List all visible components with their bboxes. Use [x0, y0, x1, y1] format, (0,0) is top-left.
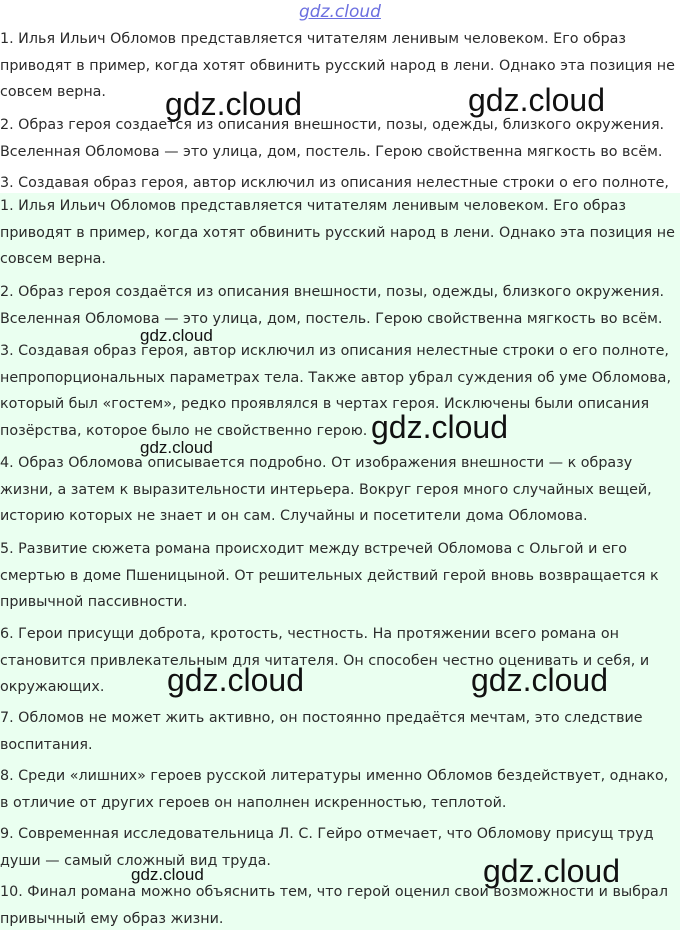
answer-4: 4. Образ Обломова описывается подробно. От изображения внешности — к образу жизни, а затем к выразительности интерьера. Вокруг героя много случайных вещей, историю которых не знает и он сам. Случайны и посетители дома Обломова. [0, 455, 652, 524]
watermark: gdz.cloud [471, 662, 608, 698]
upper-paragraph-2: 2. Образ героя создается из описания внешности, позы, одежды, близкого окружения. Вселенная Обломова — это улица, дом, постель. Герою свойственна мягкость во всём. [0, 117, 665, 160]
watermark: gdz.cloud [131, 865, 204, 884]
answers-panel [0, 193, 680, 930]
watermark: gdz.cloud [140, 438, 213, 457]
answer-2: 2. Образ героя создаётся из описания внешности, позы, одежды, близкого окружения. Вселенная Обломова — это улица, дом, постель. Герою свойственна мягкость во всём. [0, 284, 665, 327]
upper-paragraph-1: 1. Илья Ильич Обломов представляется читателям ленивым человеком. Его образ приводят в пример, когда хотят обвинить русский народ в лени. Однако эта позиция не совсем верна. [0, 31, 675, 100]
watermark: gdz.cloud [167, 662, 304, 698]
watermark: gdz.cloud [165, 86, 302, 122]
upper-paragraph-3: 3. Создавая образ героя, автор исключил из описания нелестные строки о его полноте, [0, 175, 669, 191]
watermark: gdz.cloud [483, 853, 620, 889]
answer-8: 8. Среди «лишних» героев русской литературы именно Обломов бездействует, однако, в отличие от других героев он наполнен искренностью, теплотой. [0, 768, 669, 811]
top-watermark: gdz.cloud [299, 2, 381, 22]
answer-3: 3. Создавая образ героя, автор исключил из описания нелестные строки о его полноте, непропорциональных параметрах тела. Также автор убрал суждения об уме Обломова, который был «гостем», редко проявлялся в чертах героя. Исключены были описания позёрства, которое было не свойственно герою. [0, 343, 671, 439]
answer-10: 10. Финал романа можно объяснить тем, что герой оценил свои возможности и выбрал привычный ему образ жизни. [0, 884, 668, 927]
answer-5: 5. Развитие сюжета романа происходит между встречей Обломова с Ольгой и его смертью в доме Пшеницыной. От решительных действий герой вновь возвращается к привычной пассивности. [0, 541, 659, 610]
answer-1: 1. Илья Ильич Обломов представляется читателям ленивым человеком. Его образ приводят в пример, когда хотят обвинить русский народ в лени. Однако эта позиция не совсем верна. [0, 198, 675, 267]
answer-9: 9. Современная исследовательница Л. С. Гейро отмечает, что Обломову присущ труд души — самый сложный вид труда. [0, 826, 654, 869]
answer-6: 6. Герои присущи доброта, кротость, честность. На протяжении всего романа он становится привлекательным для читателя. Он способен честно оценивать и себя, и окружающих. [0, 626, 650, 695]
answer-7: 7. Обломов не может жить активно, он постоянно предаётся мечтам, это следствие воспитания. [0, 710, 643, 753]
watermark: gdz.cloud [468, 82, 605, 118]
watermark: gdz.cloud [371, 409, 508, 445]
watermark: gdz.cloud [140, 326, 213, 345]
